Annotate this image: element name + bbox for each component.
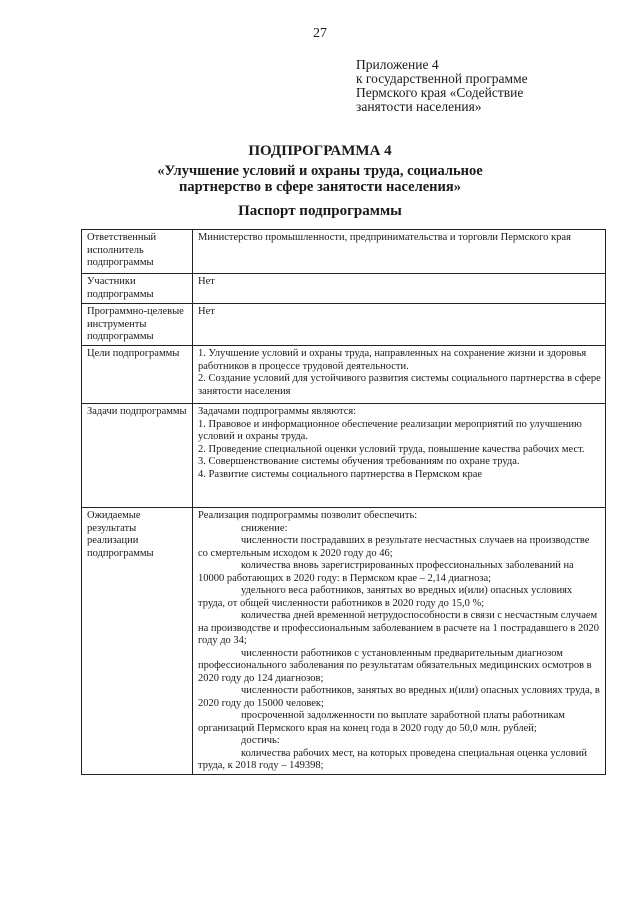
result-item: количества дней временной нетрудоспособности в связи с несчастным случаем на производстве и профессиональным заболеванием в расчете на 1 пострадавшего в 2020 году до 34; [198,610,599,646]
table-row [82,346,606,404]
result-item: количества вновь зарегистрированных профессиональных заболеваний на 10000 работающих в 2020 году: в Пермском крае – 2,14 диагноза; [198,560,574,584]
result-item: удельного веса работников, занятых во вредных и(или) опасных условиях труда, от общей численности работников в 2020 году до 15,0 %; [198,585,573,609]
goal-item: 2. Создание условий для устойчивого развития системы социального партнерства в сфере занятости населения [198,373,601,397]
row-value [193,404,606,508]
row-label: Программно-целевые инструменты подпрограммы [82,304,193,346]
table-row [82,230,606,274]
goal-item: 1. Улучшение условий и охраны труда, направленных на сохранение жизни и здоровья работников в процессе трудовой деятельности. [198,348,587,372]
row-label: Ожидаемые результаты реализации подпрограммы [82,508,193,775]
achieve-heading: достичь: [241,735,280,746]
row-value [193,508,606,775]
table-row [82,508,606,775]
result-item: численности работников, занятых во вредных и(или) опасных условиях труда, в 2020 году до 15000 человек; [198,685,600,709]
passport-title: Паспорт подпрограммы [238,203,402,219]
result-item: численности работников с установленным предварительным диагнозом профессионального заболевания по результатам обязательных медицинских осмотров в 2020 году до 124 диагнозов; [198,647,592,684]
page-number: 27 [313,26,327,41]
result-item: количества рабочих мест, на которых проведена специальная оценка условий труда, к 2018 году – 149398; [198,747,587,771]
row-value: Нет [193,304,606,346]
task-item: 4. Развитие системы социального партнерства в Пермском крае [198,468,483,480]
row-value: Министерство промышленности, предпринимательства и торговли Пермского края [193,230,606,274]
task-item: 2. Проведение специальной оценки условий труда, повышение качества рабочих мест. [198,443,585,455]
subprogram-name-line: «Улучшение условий и охраны труда, социальное [157,163,483,179]
subprogram-name-line: партнерство в сфере занятости населения» [179,179,461,195]
table-row [82,304,606,346]
passport-table [81,229,606,775]
appendix-note [356,58,626,114]
row-label: Ответственный исполнитель подпрограммы [82,230,193,274]
task-item: 3. Совершенствование системы обучения требованиям по охране труда. [198,456,520,467]
row-label: Цели подпрограммы [82,346,193,404]
appendix-line: занятости населения» [356,99,482,114]
subprogram-title: ПОДПРОГРАММА 4 [248,143,392,159]
row-label: Задачи подпрограммы [82,404,193,508]
result-item: численности пострадавших в результате несчастных случаев на производстве со смертельным исходом к 2020 году до 46; [198,535,590,559]
results-intro: Реализация подпрограммы позволит обеспечить: [198,510,418,521]
appendix-line: Пермского края «Содействие [356,85,524,100]
tasks-intro: Задачами подпрограммы являются: [198,406,357,417]
appendix-line: к государственной программе [356,71,528,86]
task-item: 1. Правовое и информационное обеспечение реализации мероприятий по улучшению условий и охраны труда. [198,418,582,442]
row-label: Участники подпрограммы [82,274,193,304]
row-value [193,346,606,404]
table-row [82,404,606,508]
subprogram-name [0,163,640,195]
row-value: Нет [193,274,606,304]
table-row [82,274,606,304]
appendix-line: Приложение 4 [356,57,439,72]
decrease-heading: снижение: [241,522,288,534]
result-item: просроченной задолженности по выплате заработной платы работникам организаций Пермского края на конец года в 2020 году до 50,0 млн. рублей; [198,710,565,734]
